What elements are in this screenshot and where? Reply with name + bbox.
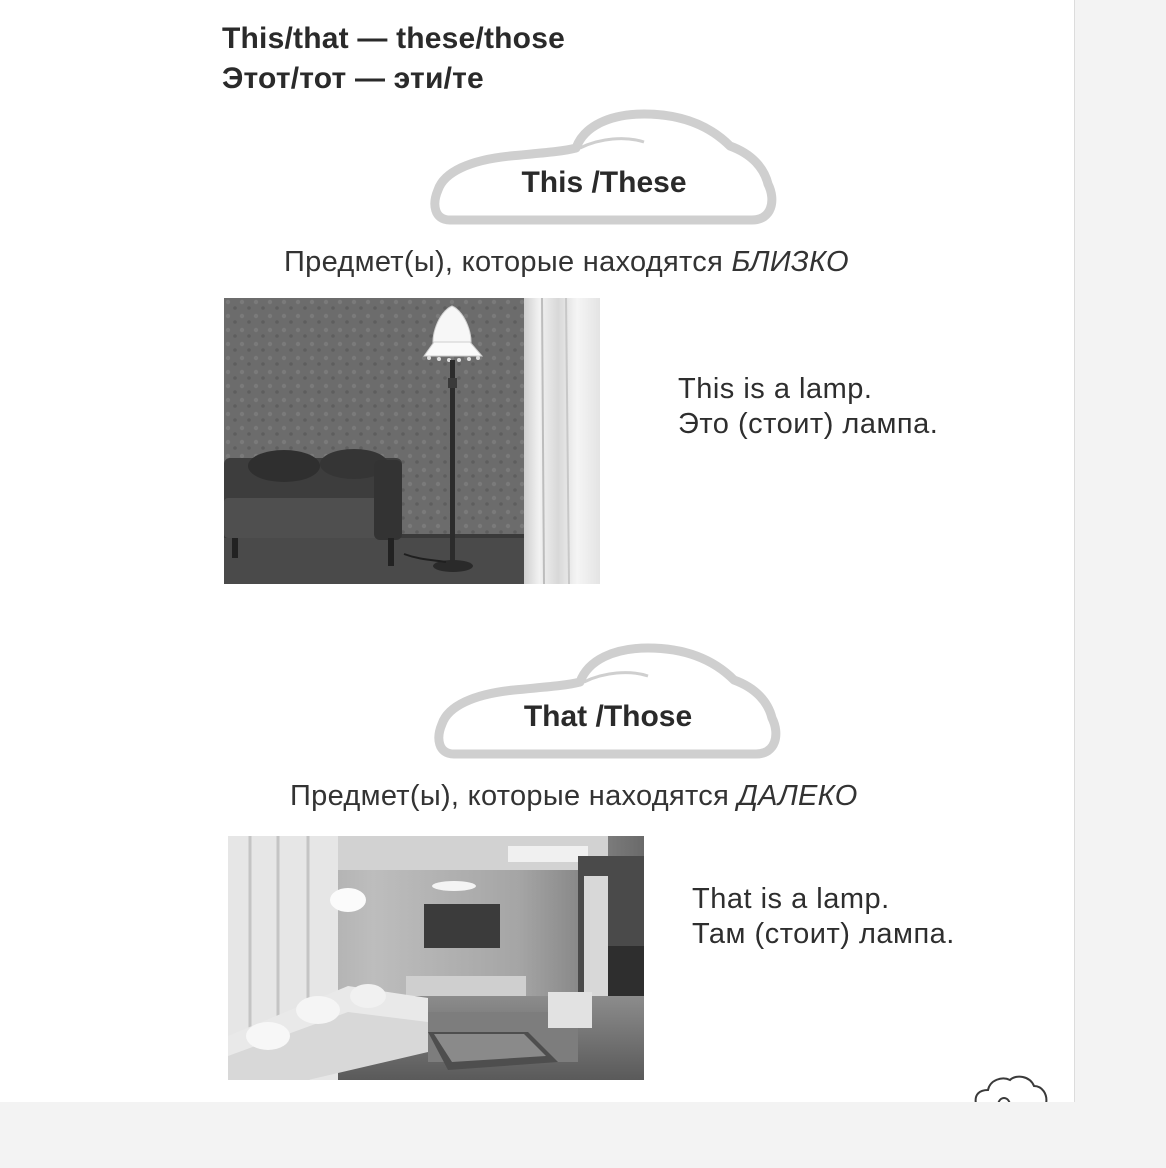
example-far: [692, 882, 955, 952]
example-english: That is a lamp.: [692, 883, 890, 915]
example-english: This is a lamp.: [678, 373, 873, 405]
caption-emphasis: БЛИЗКО: [731, 246, 849, 278]
heading-russian: Этот/тот — эти/те: [222, 62, 484, 95]
caption-text: Предмет(ы), которые находятся: [284, 246, 724, 278]
caption-far: [290, 780, 858, 813]
corner-cloud-icon: [970, 1074, 1050, 1102]
cloud-label: That /Those: [523, 700, 693, 733]
caption-text: Предмет(ы), которые находятся: [290, 780, 730, 812]
heading-english: This/that — these/those: [222, 22, 565, 55]
example-russian: Там (стоит) лампа.: [692, 918, 955, 950]
cloud-label: This /These: [521, 166, 687, 199]
photo-lamp-near: [224, 298, 600, 584]
example-russian: Это (стоит) лампа.: [678, 408, 939, 440]
caption-emphasis: ДАЛЕКО: [737, 780, 858, 812]
photo-lamp-far: [228, 836, 644, 1080]
cloud-that-those: [434, 642, 782, 764]
example-near: [678, 372, 938, 442]
cloud-this-these: [430, 108, 778, 230]
caption-near: [284, 246, 849, 279]
